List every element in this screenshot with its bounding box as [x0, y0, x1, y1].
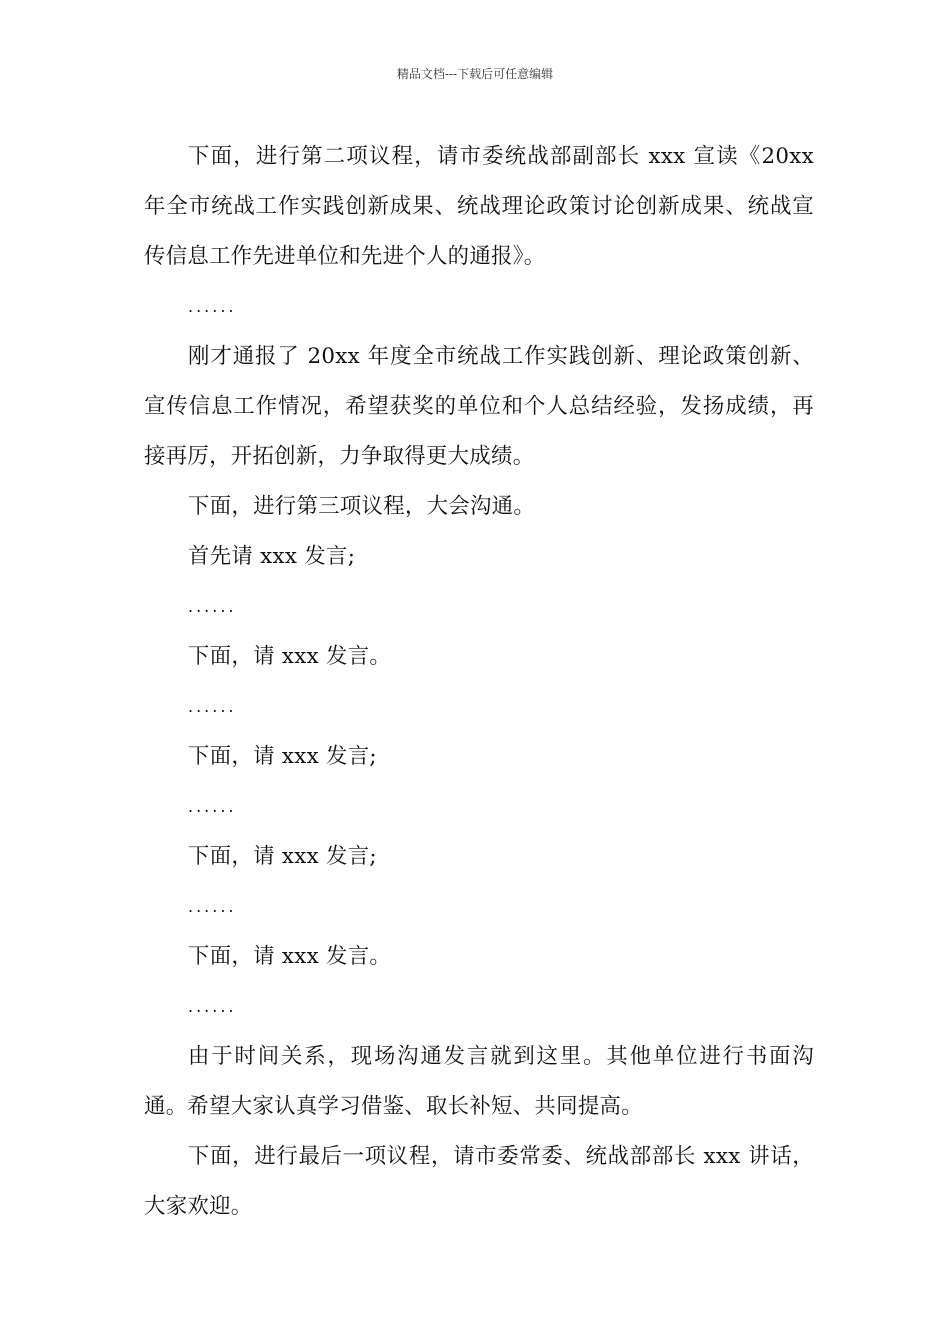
- paragraph-first-speaker: 首先请 xxx 发言;: [188, 544, 356, 569]
- ellipsis: ......: [188, 297, 237, 316]
- ellipsis: ......: [188, 597, 237, 616]
- ellipsis: ......: [188, 997, 237, 1016]
- paragraph-speaker: 下面，请 xxx 发言。: [188, 944, 392, 969]
- ellipsis: ......: [188, 797, 237, 816]
- ellipsis: ......: [188, 897, 237, 916]
- paragraph-report-summary: 刚才通报了 20xx 年度全市统战工作实践创新、理论政策创新、宣传信息工作情况，希望获奖的单位和个人总结经验，发扬成绩，再接再厉，开拓创新，力争取得更大成绩。: [144, 344, 814, 469]
- paragraph-agenda-2: 下面，进行第二项议程，请市委统战部副部长 xxx 宣读《20xx 年全市统战工作实践创新成果、统战理论政策讨论创新成果、统战宣传信息工作先进单位和先进个人的通报》。: [144, 144, 814, 269]
- page-header: 精品文档---下载后可任意编辑: [396, 67, 554, 81]
- paragraph-final-agenda: 下面，进行最后一项议程，请市委常委、统战部部长 xxx 讲话，大家欢迎。: [144, 1144, 814, 1219]
- ellipsis: ......: [188, 697, 237, 716]
- paragraph-speaker: 下面，请 xxx 发言;: [188, 744, 377, 769]
- paragraph-agenda-3: 下面，进行第三项议程，大会沟通。: [188, 494, 536, 519]
- document-body: [144, 132, 814, 1232]
- paragraph-closing-exchange: 由于时间关系，现场沟通发言就到这里。其他单位进行书面沟通。希望大家认真学习借鉴、取长补短、共同提高。: [144, 1044, 814, 1119]
- paragraph-speaker: 下面，请 xxx 发言;: [188, 844, 377, 869]
- paragraph-speaker: 下面，请 xxx 发言。: [188, 644, 392, 669]
